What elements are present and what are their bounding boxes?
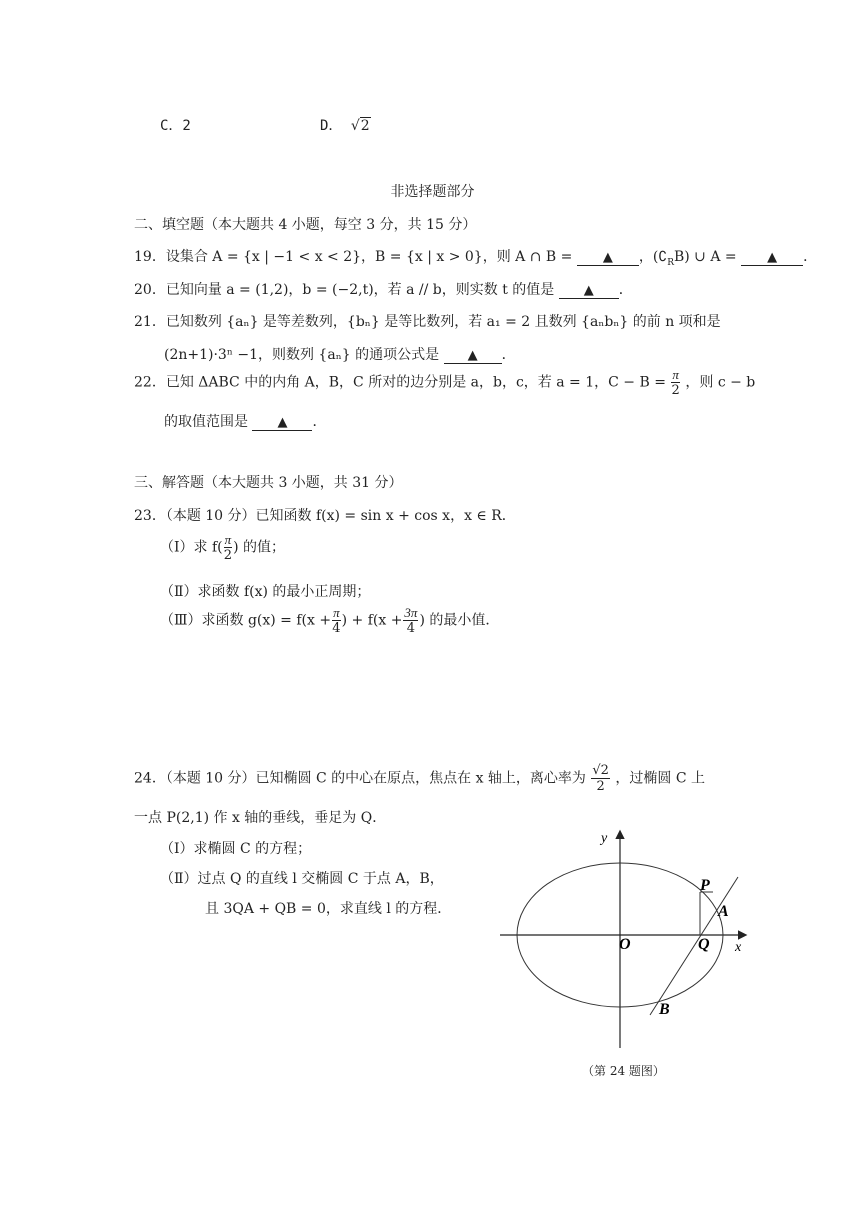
ellipse-figure [495,820,760,1055]
q19-end: ． [803,249,818,265]
question-22-line2 [164,411,326,431]
part2-title: 非选择题部分 [390,184,475,200]
q23-p1-b: ) 的值； [233,539,286,556]
q19-sub: R [667,257,674,268]
question-22-line1 [134,368,755,397]
label-b: B [659,1001,670,1018]
q24-eccentricity: $\frac{√2}{2}$ [592,763,609,794]
q20-text: 20．已知向量 a = (1,2)，b = (−2,t)，若 a // b，则实数 t 的值是 [134,282,555,298]
q21-end: ． [501,347,516,363]
question-24-part2-line1: （Ⅱ）过点 Q 的直线 l 交椭圆 C 于点 A，B， [160,871,444,887]
q20-end: ． [618,282,633,298]
choice-c: C．2 [160,118,191,134]
label-a: A [718,903,729,920]
q19-mid: ，(∁ [638,249,668,265]
question-23-part1 [160,533,285,562]
choice-d-label: D． [320,118,343,134]
question-20 [134,279,633,299]
line-l [650,877,738,1015]
q19-answer-blank-1: ▲ [577,249,639,266]
q19-prefix: 19．设集合 A = {x | −1 < x < 2}，B = {x | x > 0}，则 A ∩ B = [134,249,573,265]
section2-heading: 二、填空题（本大题共 4 小题，每空 3 分，共 15 分） [134,217,477,233]
q22-line1-a: 22．已知 ΔABC 中的内角 A，B，C 所对的边分别是 a，b，c，若 a = 1，C − B = [134,374,666,391]
question-24-part1: （Ⅰ）求椭圆 C 的方程； [160,841,312,857]
q23-p3-a: （Ⅲ）求函数 g(x) = f(x + [160,612,332,629]
question-23-stem: 23．（本题 10 分）已知函数 f(x) = sin x + cos x，x ∈ R． [134,508,516,524]
question-24-stem [134,764,705,793]
question-24-part2-line2: 且 3QA + QB = 0，求直线 l 的方程． [205,901,452,917]
q22-line2-text: 的取值范围是 [164,414,248,430]
q23-p1-a: （Ⅰ）求 f( [160,539,223,556]
q20-answer-blank: ▲ [559,282,619,299]
label-o: O [619,936,631,953]
q24-stem-b: ，过椭圆 C 上 [615,770,706,787]
choice-d: D． √2 [320,118,370,134]
q23-p1-fraction: $\frac{\pi}{2}$ [223,532,233,563]
q22-answer-blank: ▲ [252,414,312,431]
q22-line1-b: ，则 c − b [685,374,756,391]
label-x: x [735,940,742,955]
q23-p3-fraction-2: $\frac{3\pi}{4}$ [404,605,418,636]
q21-answer-blank: ▲ [444,347,502,364]
label-y: y [601,831,608,846]
choice-d-value: 2 [360,118,370,134]
q19-answer-blank-2: ▲ [741,249,803,266]
q23-p3-c: ) 的最小值． [419,612,500,629]
q22-end: ． [312,414,327,430]
q23-p3-b: ) + f(x + [341,612,403,629]
label-p: P [700,877,710,894]
question-19 [134,246,817,268]
question-24-line2: 一点 P(2,1) 作 x 轴的垂线，垂足为 Q． [134,810,387,826]
question-21-line2 [164,344,516,364]
question-23-part3 [160,606,499,635]
q19-tail: B) ∪ A = [673,249,737,265]
q22-fraction: $\frac{\pi}{2}$ [671,367,680,398]
figure-caption: （第 24 题图） [582,1064,665,1078]
q23-p3-fraction-1: $\frac{\pi}{4}$ [332,605,341,636]
q21-line2-text: (2n+1)·3ⁿ −1，则数列 {aₙ} 的通项公式是 [164,347,440,363]
label-q: Q [698,936,710,953]
question-23-part2: （Ⅱ）求函数 f(x) 的最小正周期； [160,584,371,600]
section3-heading: 三、解答题（本大题共 3 小题，共 31 分） [134,475,403,491]
question-21-line1: 21．已知数列 {aₙ} 是等差数列，{bₙ} 是等比数列，若 a₁ = 2 且数列 {aₙbₙ} 的前 n 项和是 [134,314,721,330]
q24-stem-a: 24．（本题 10 分）已知椭圆 C 的中心在原点，焦点在 x 轴上，离心率为 [134,770,586,787]
